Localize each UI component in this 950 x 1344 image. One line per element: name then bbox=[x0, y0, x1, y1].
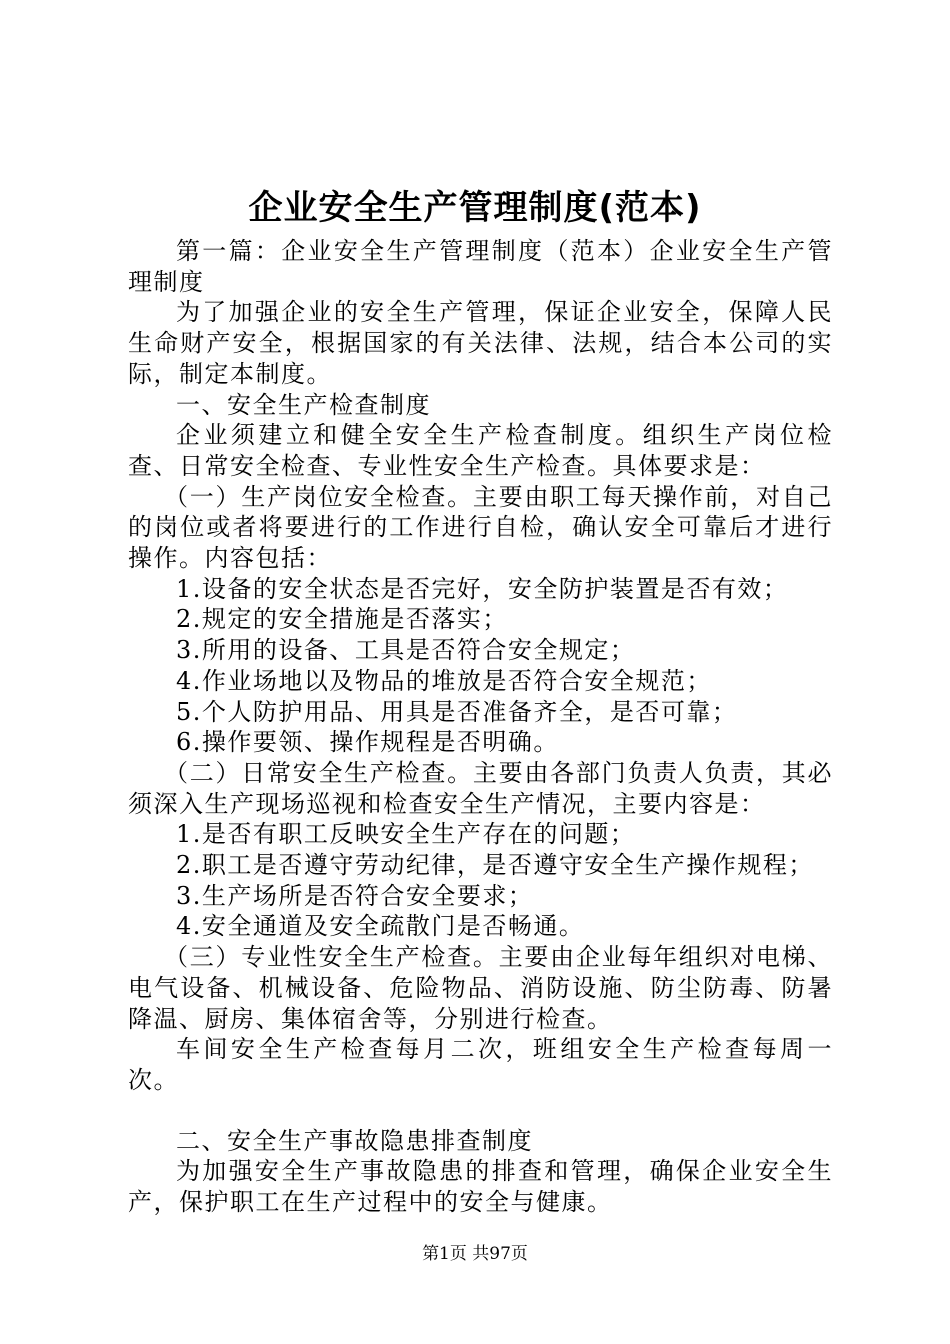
paragraph-inspection-frequency: 车间安全生产检查每月二次，班组安全生产检查每周一次。 bbox=[128, 1035, 833, 1094]
paragraph-daily-inspection: （二）日常安全生产检查。主要由各部门负责人负责，其必须深入生产现场巡视和检查安全生产情况，主要内容是： bbox=[128, 758, 833, 818]
list-item: 3.生产场所是否符合安全要求； bbox=[176, 881, 534, 910]
paragraph-special-inspection: （三）专业性安全生产检查。主要由企业每年组织对电梯、电气设备、机械设备、危险物品、消防设施、防尘防毒、防暑降温、厨房、集体宿舍等，分别进行检查。 bbox=[128, 943, 833, 1033]
document-body bbox=[128, 236, 833, 1218]
list-item: 1.设备的安全状态是否完好，安全防护装置是否有效； bbox=[176, 574, 789, 603]
paragraph-hazard-intro: 为加强安全生产事故隐患的排查和管理，确保企业安全生产，保护职工在生产过程中的安全与健康。 bbox=[128, 1157, 833, 1217]
list-item: 6.操作要领、操作规程是否明确。 bbox=[176, 728, 559, 757]
paragraph-inspection-system: 企业须建立和健全安全生产检查制度。组织生产岗位检查、日常安全检查、专业性安全生产检查。具体要求是： bbox=[128, 421, 833, 480]
list-item: 1.是否有职工反映安全生产存在的问题； bbox=[176, 820, 636, 849]
paragraph-spacer bbox=[128, 1096, 833, 1126]
list-item: 3.所用的设备、工具是否符合安全规定； bbox=[176, 636, 636, 665]
paragraph-purpose: 为了加强企业的安全生产管理，保证企业安全，保障人民生命财产安全，根据国家的有关法律、法规，结合本公司的实际，制定本制度。 bbox=[128, 298, 833, 388]
paragraph-intro-heading: 第一篇：企业安全生产管理制度（范本）企业安全生产管理制度 bbox=[128, 237, 833, 296]
section-heading-2: 二、安全生产事故隐患排查制度 bbox=[176, 1126, 533, 1155]
list-item: 5.个人防护用品、用具是否准备齐全，是否可靠； bbox=[176, 697, 738, 726]
list-item: 2.规定的安全措施是否落实； bbox=[176, 605, 508, 634]
list-item: 4.作业场地以及物品的堆放是否符合安全规范； bbox=[176, 666, 712, 695]
document-title: 企业安全生产管理制度(范本) bbox=[248, 188, 702, 228]
paragraph-post-inspection: （一）生产岗位安全检查。主要由职工每天操作前，对自己的岗位或者将要进行的工作进行自检，确认安全可靠后才进行操作。内容包括： bbox=[128, 482, 833, 573]
list-item: 2.职工是否遵守劳动纪律，是否遵守安全生产操作规程； bbox=[176, 851, 814, 880]
section-heading-1: 一、安全生产检查制度 bbox=[176, 390, 431, 419]
page-number-footer: 第1页 共97页 bbox=[422, 1244, 528, 1264]
list-item: 4.安全通道及安全疏散门是否畅通。 bbox=[176, 912, 585, 941]
